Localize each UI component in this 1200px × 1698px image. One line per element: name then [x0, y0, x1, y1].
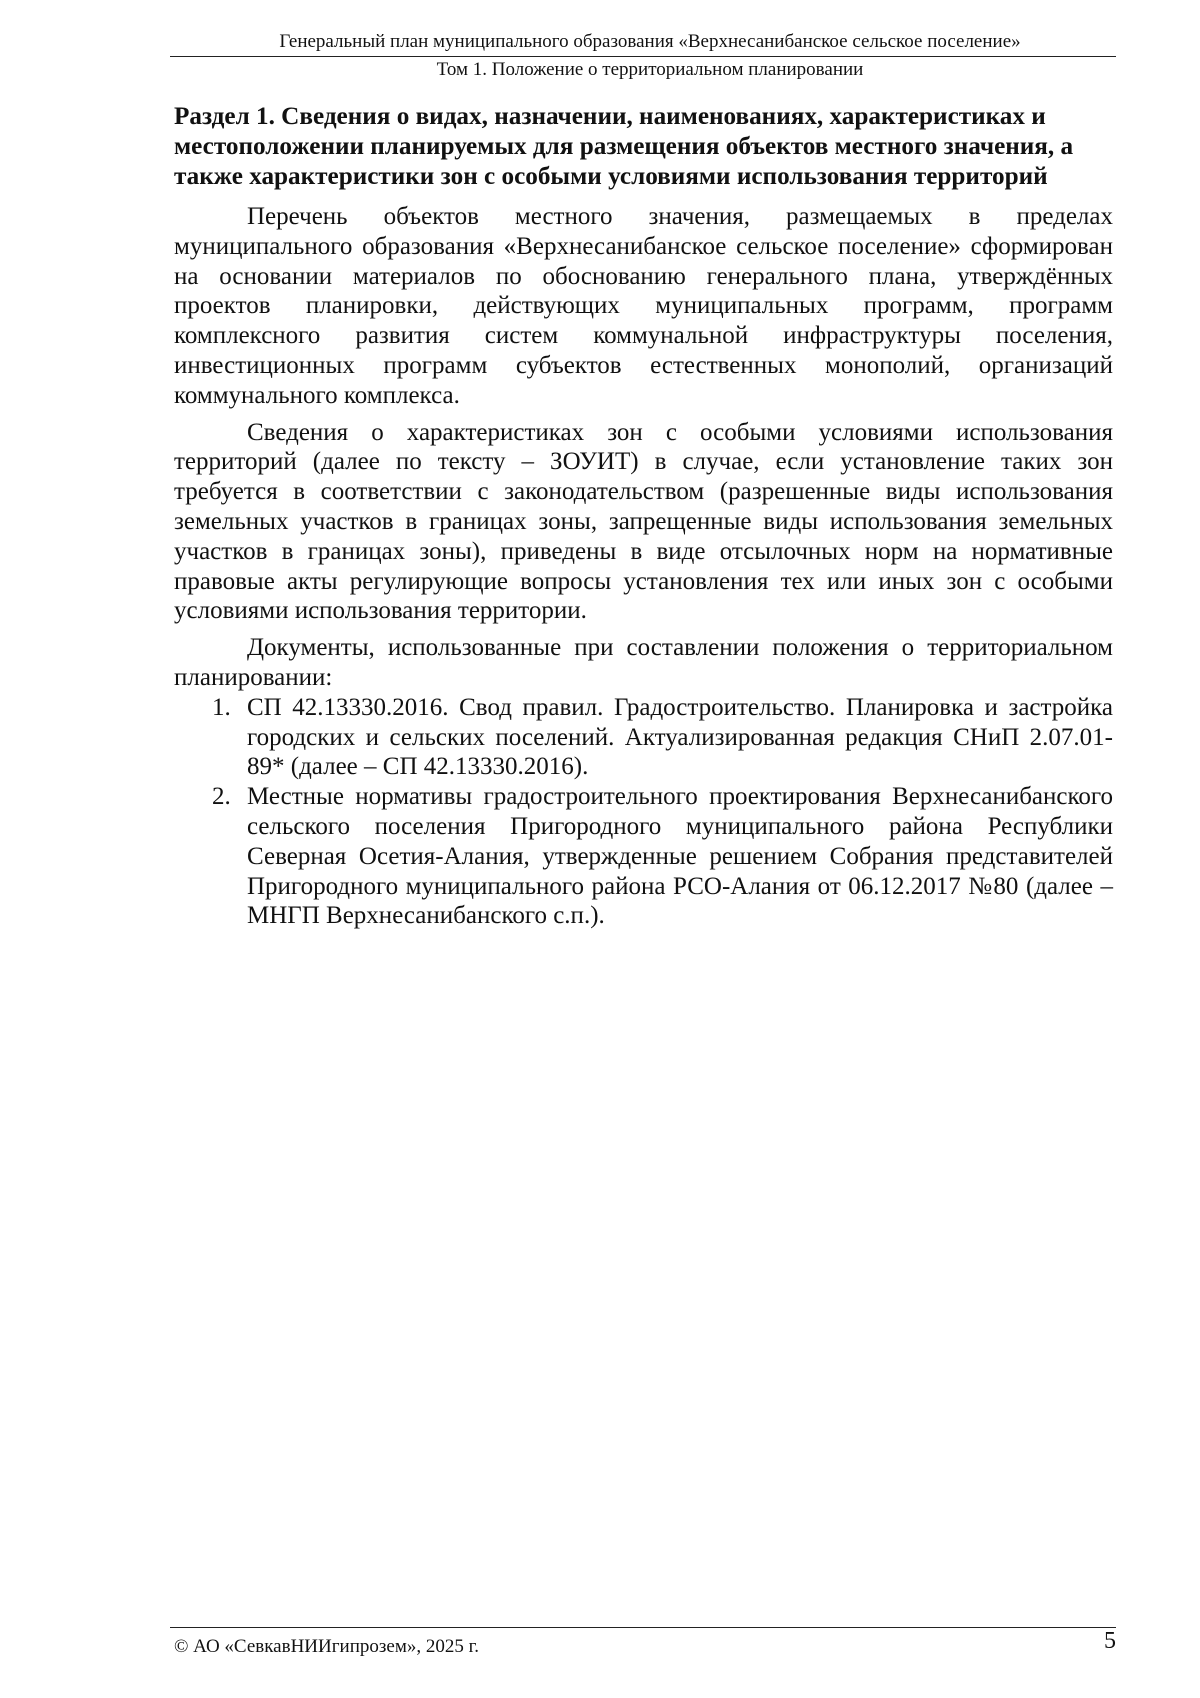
running-header	[170, 30, 1116, 83]
header-plan-title: Генеральный план муниципального образования «Верхнесанибанское сельское поселение»	[170, 30, 1116, 57]
list-item-text: Местные нормативы градостроительного проектирования Верхнесанибанского сельского поселения Пригородного муниципального района Республики Северная Осетия-Алания, утвержденные решением Собрания представителей Пригородного муниципального района РСО-Алания от 06.12.2017 №80 (далее – МНГП Верхнесанибанского с.п.).	[247, 783, 1113, 930]
list-item-text: СП 42.13330.2016. Свод правил. Градостроительство. Планировка и застройка городских и сельских поселений. Актуализированная редакция СНиП 2.07.01-89* (далее – СП 42.13330.2016).	[247, 693, 1113, 781]
section-title: Раздел 1. Сведения о видах, назначении, наименованиях, характеристиках и местоположении планируемых для размещения объектов местного значения, а также характеристики зон с особыми условиями использования территорий	[174, 103, 1074, 190]
paragraph-objects-list: Перечень объектов местного значения, размещаемых в пределах муниципального образования «Верхнесанибанское сельское поселение» сформирован на основании материалов по обоснованию генерального плана, утверждённых проектов планировки, действующих муниципальных программ, программ комплексного развития систем коммунальной инфраструктуры поселения, инвестиционных программ субъектов естественных монополий, организаций коммунального комплекса.	[174, 203, 1113, 409]
page-content	[174, 102, 1113, 931]
footer-copyright: © АО «СевкавНИИгипрозем», 2025 г.	[174, 1636, 479, 1657]
documents-list	[174, 693, 1113, 931]
list-item	[174, 693, 1113, 782]
list-item-number: 1.	[212, 693, 231, 721]
list-item-number: 2.	[212, 783, 231, 811]
page-number: 5	[1104, 1628, 1116, 1654]
paragraph-documents-intro: Документы, использованные при составлении положения о территориальном планировании:	[174, 634, 1113, 691]
paragraph-zouit: Сведения о характеристиках зон с особыми условиями использования территорий (далее по тексту – ЗОУИТ) в случае, если установление таких зон требуется в соответствии с законодательством (разрешенные виды использования земельных участков в границах зоны, запрещенные виды использования земельных участков в границах зоны), приведены в виде отсылочных норм на нормативные правовые акты регулирующие вопросы установления тех или иных зон с особыми условиями использования территории.	[174, 418, 1113, 625]
header-volume-title: Том 1. Положение о территориальном планировании	[436, 59, 864, 80]
list-item	[174, 782, 1113, 931]
page-footer	[170, 1627, 1116, 1657]
